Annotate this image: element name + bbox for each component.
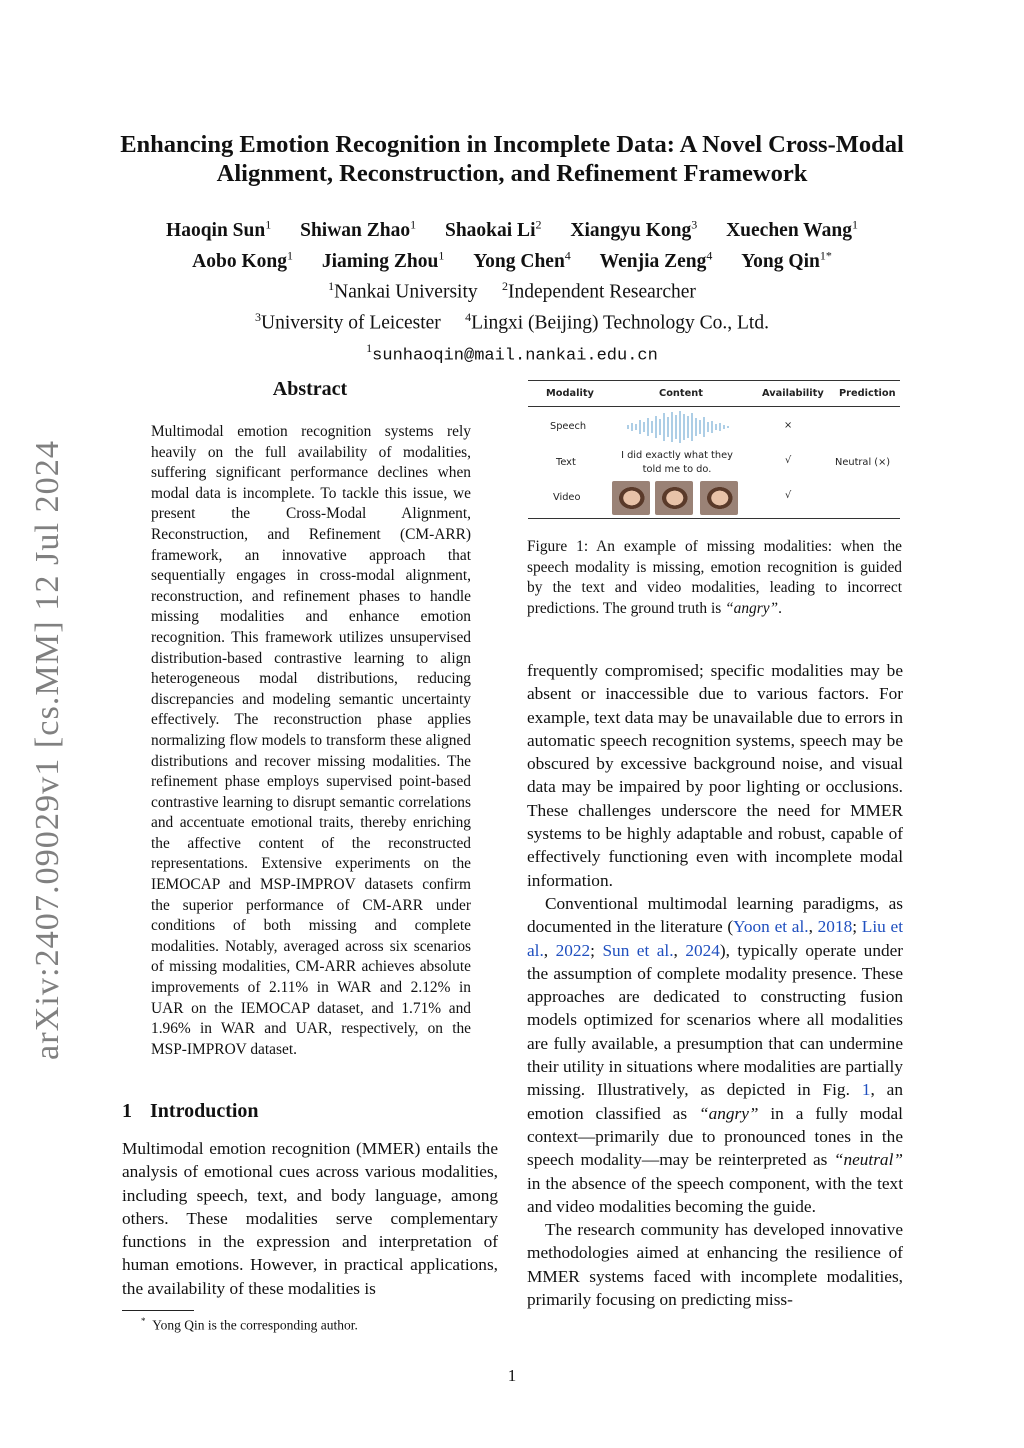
- citation-link[interactable]: 2022: [555, 940, 591, 960]
- intro-text: Multimodal emotion recognition (MMER) entails the analysis of emotional cues across various modalities, including speech, text, and body language, among others. These modalities serve complementary functions in the expression and interpretation of human emotions. However, in practical applications, the availability of these modalities is: [122, 1139, 498, 1298]
- author: Haoqin Sun$^1$: [166, 217, 272, 241]
- affiliation-line-1: $^1$Nankai University $^2$Independent Researcher: [328, 279, 696, 303]
- paragraph: Conventional multimodal learning paradigms, as documented in the literature (Yoon et al., 2018; Liu et al., 2022; Sun et al., 2024), typically operate under the assumption of complete modality presence. These approaches are dedicated to constructing fusion models optimized for scenarios where all modalities are fully available, a presumption that can undermine their utility in situations where modalities are partially missing. Illustratively, as depicted in Fig. 1, an emotion classified as “angry” in a fully modal context—primarily due to pronounced tones in the speech modality—may be reinterpreted as “neutral” in the absence of the speech component, with the text and video modalities becoming the guide.: [527, 893, 904, 1216]
- table-bottom-rule: [528, 518, 900, 519]
- table-header-rule: [528, 406, 900, 407]
- row-speech-label: Speech: [550, 421, 587, 432]
- author-line-1: [100, 212, 924, 243]
- abstract-text: Multimodal emotion recognition systems rely heavily on the full availability of modalities, suffering significant performance declines when modal data is incomplete. To tackle this issue, we present the Cross-Modal Alignment, Reconstruction, and Refinement (CM-ARR) framework, an innovative approach that sequentially engages in cross-modal alignment, reconstruction, and refinement phases to handle missing modalities and enhance emotion recognition. This framework utilizes unsupervised distribution-based contrastive learning to align heterogeneous modal distributions, reducing discrepancies and modeling semantic uncertainty effectively. The reconstruction phase applies normalizing flow models to transform these aligned distributions and recover missing modalities. The refinement phase employs supervised point-based contrastive learning to disrupt semantic correlations and accentuate emotional traits, thereby enriching the affective content of the reconstructed representations. Extensive experiments on the IEMOCAP and MSP-IMPROV datasets confirm the superior performance of CM-ARR under conditions of both missing and complete modalities. Notably, averaged across six scenarios of missing modalities, CM-ARR achieves absolute improvements of 2.11% in WAR and 2.12% in UAR on the IEMOCAP dataset, and 1.71% and 1.96% in WAR and UAR, respectively, on the MSP-IMPROV dataset.: [151, 423, 471, 1058]
- author: Shaokai Li$^2$: [444, 217, 542, 241]
- footnote: [141, 1316, 358, 1334]
- paragraph: The research community has developed innovative methodologies aimed at enhancing the resilience of MMER systems faced with incomplete modalities, primarily focusing on predicting miss-: [527, 1220, 903, 1310]
- author: Yong Chen$^4$: [473, 248, 571, 272]
- citation-link[interactable]: 2024: [685, 940, 720, 960]
- title-line-2: Alignment, Reconstruction, and Refinement Framework: [216, 160, 808, 187]
- section-number: 1: [122, 1100, 132, 1122]
- video-availability: √: [785, 490, 792, 501]
- text-content: I did exactly what they told me to do.: [621, 450, 733, 475]
- section-title: Introduction: [150, 1100, 259, 1122]
- video-frame-1: [612, 481, 650, 515]
- author: Jiaming Zhou$^1$: [321, 248, 445, 272]
- paragraph: frequently compromised; specific modalities may be absent or inaccessible due to various factors. For example, text data may be unavailable due to errors in automatic speech recognition systems, speech may be obscured by excessive background noise, and visual data may be impaired by poor lighting or occlusions. These challenges underscore the need for MMER systems to be highly adaptable and robust, capable of effectively functioning even with incomplete modal information.: [527, 661, 903, 890]
- caption-label: Figure 1:: [527, 538, 589, 555]
- email-line: $^1$sunhaoqin@mail.nankai.edu.cn: [366, 341, 658, 366]
- right-column-text: [527, 659, 903, 1311]
- section-heading: [122, 1100, 259, 1123]
- affiliation-line-2: $^3$University of Leicester $^4$Lingxi (Beijing) Technology Co., Ltd.: [255, 310, 769, 334]
- author: Shiwan Zhao$^1$: [300, 217, 417, 241]
- title-line-1: Enhancing Emotion Recognition in Incomplete Data: A Novel Cross-Modal: [120, 131, 904, 158]
- citation-link[interactable]: 2018: [817, 917, 853, 937]
- header-content: Content: [659, 388, 703, 399]
- header-prediction: Prediction: [839, 388, 896, 399]
- video-frame-2: [655, 481, 693, 515]
- author-line-2: [100, 243, 924, 274]
- paper-title: [100, 130, 924, 188]
- author: Yong Qin$^{1*}$: [741, 248, 832, 272]
- arxiv-id: arXiv:2407.09029v1 [cs.MM] 12 Jul 2024: [29, 444, 66, 1060]
- figure-caption: Figure 1: An example of missing modalities: when the speech modality is missing, emotion recognition is guided by the text and video modalities, leading to incorrect predictions. The ground truth is “angry”.: [527, 538, 902, 617]
- author: Xiangyu Kong$^3$: [570, 217, 698, 241]
- table-top-rule: [528, 380, 900, 381]
- footnote-text: Yong Qin is the corresponding author.: [152, 1317, 358, 1333]
- page-number: 1: [507, 1366, 517, 1385]
- citation-link[interactable]: Yoon et al.: [733, 917, 809, 937]
- prediction-value: Neutral (×): [835, 457, 891, 468]
- figure-1: [528, 378, 900, 524]
- row-text-label: Text: [556, 457, 576, 468]
- abstract-heading: Abstract: [272, 378, 348, 400]
- speech-waveform-icon: [624, 410, 734, 444]
- author-email[interactable]: sunhaoqin@mail.nankai.edu.cn: [372, 346, 658, 366]
- header-availability: Availability: [762, 388, 824, 399]
- author: Xuechen Wang$^1$: [726, 217, 858, 241]
- author: Wenjia Zeng$^4$: [599, 248, 713, 272]
- speech-availability: ×: [784, 420, 793, 431]
- arxiv-stamp: [8, 420, 78, 1080]
- footnote-rule: [122, 1310, 194, 1311]
- figure-ref-link[interactable]: 1: [861, 1080, 871, 1100]
- footnote-mark: *: [141, 1316, 146, 1326]
- author-block: [100, 212, 924, 369]
- video-frame-3: [700, 481, 738, 515]
- citation-link[interactable]: Sun et al.: [602, 940, 674, 960]
- citation-link[interactable]: Liu et al.: [527, 917, 904, 960]
- text-availability: √: [785, 455, 792, 466]
- row-video-label: Video: [553, 492, 581, 503]
- header-modality: Modality: [546, 388, 594, 399]
- author: Aobo Kong$^1$: [192, 248, 293, 272]
